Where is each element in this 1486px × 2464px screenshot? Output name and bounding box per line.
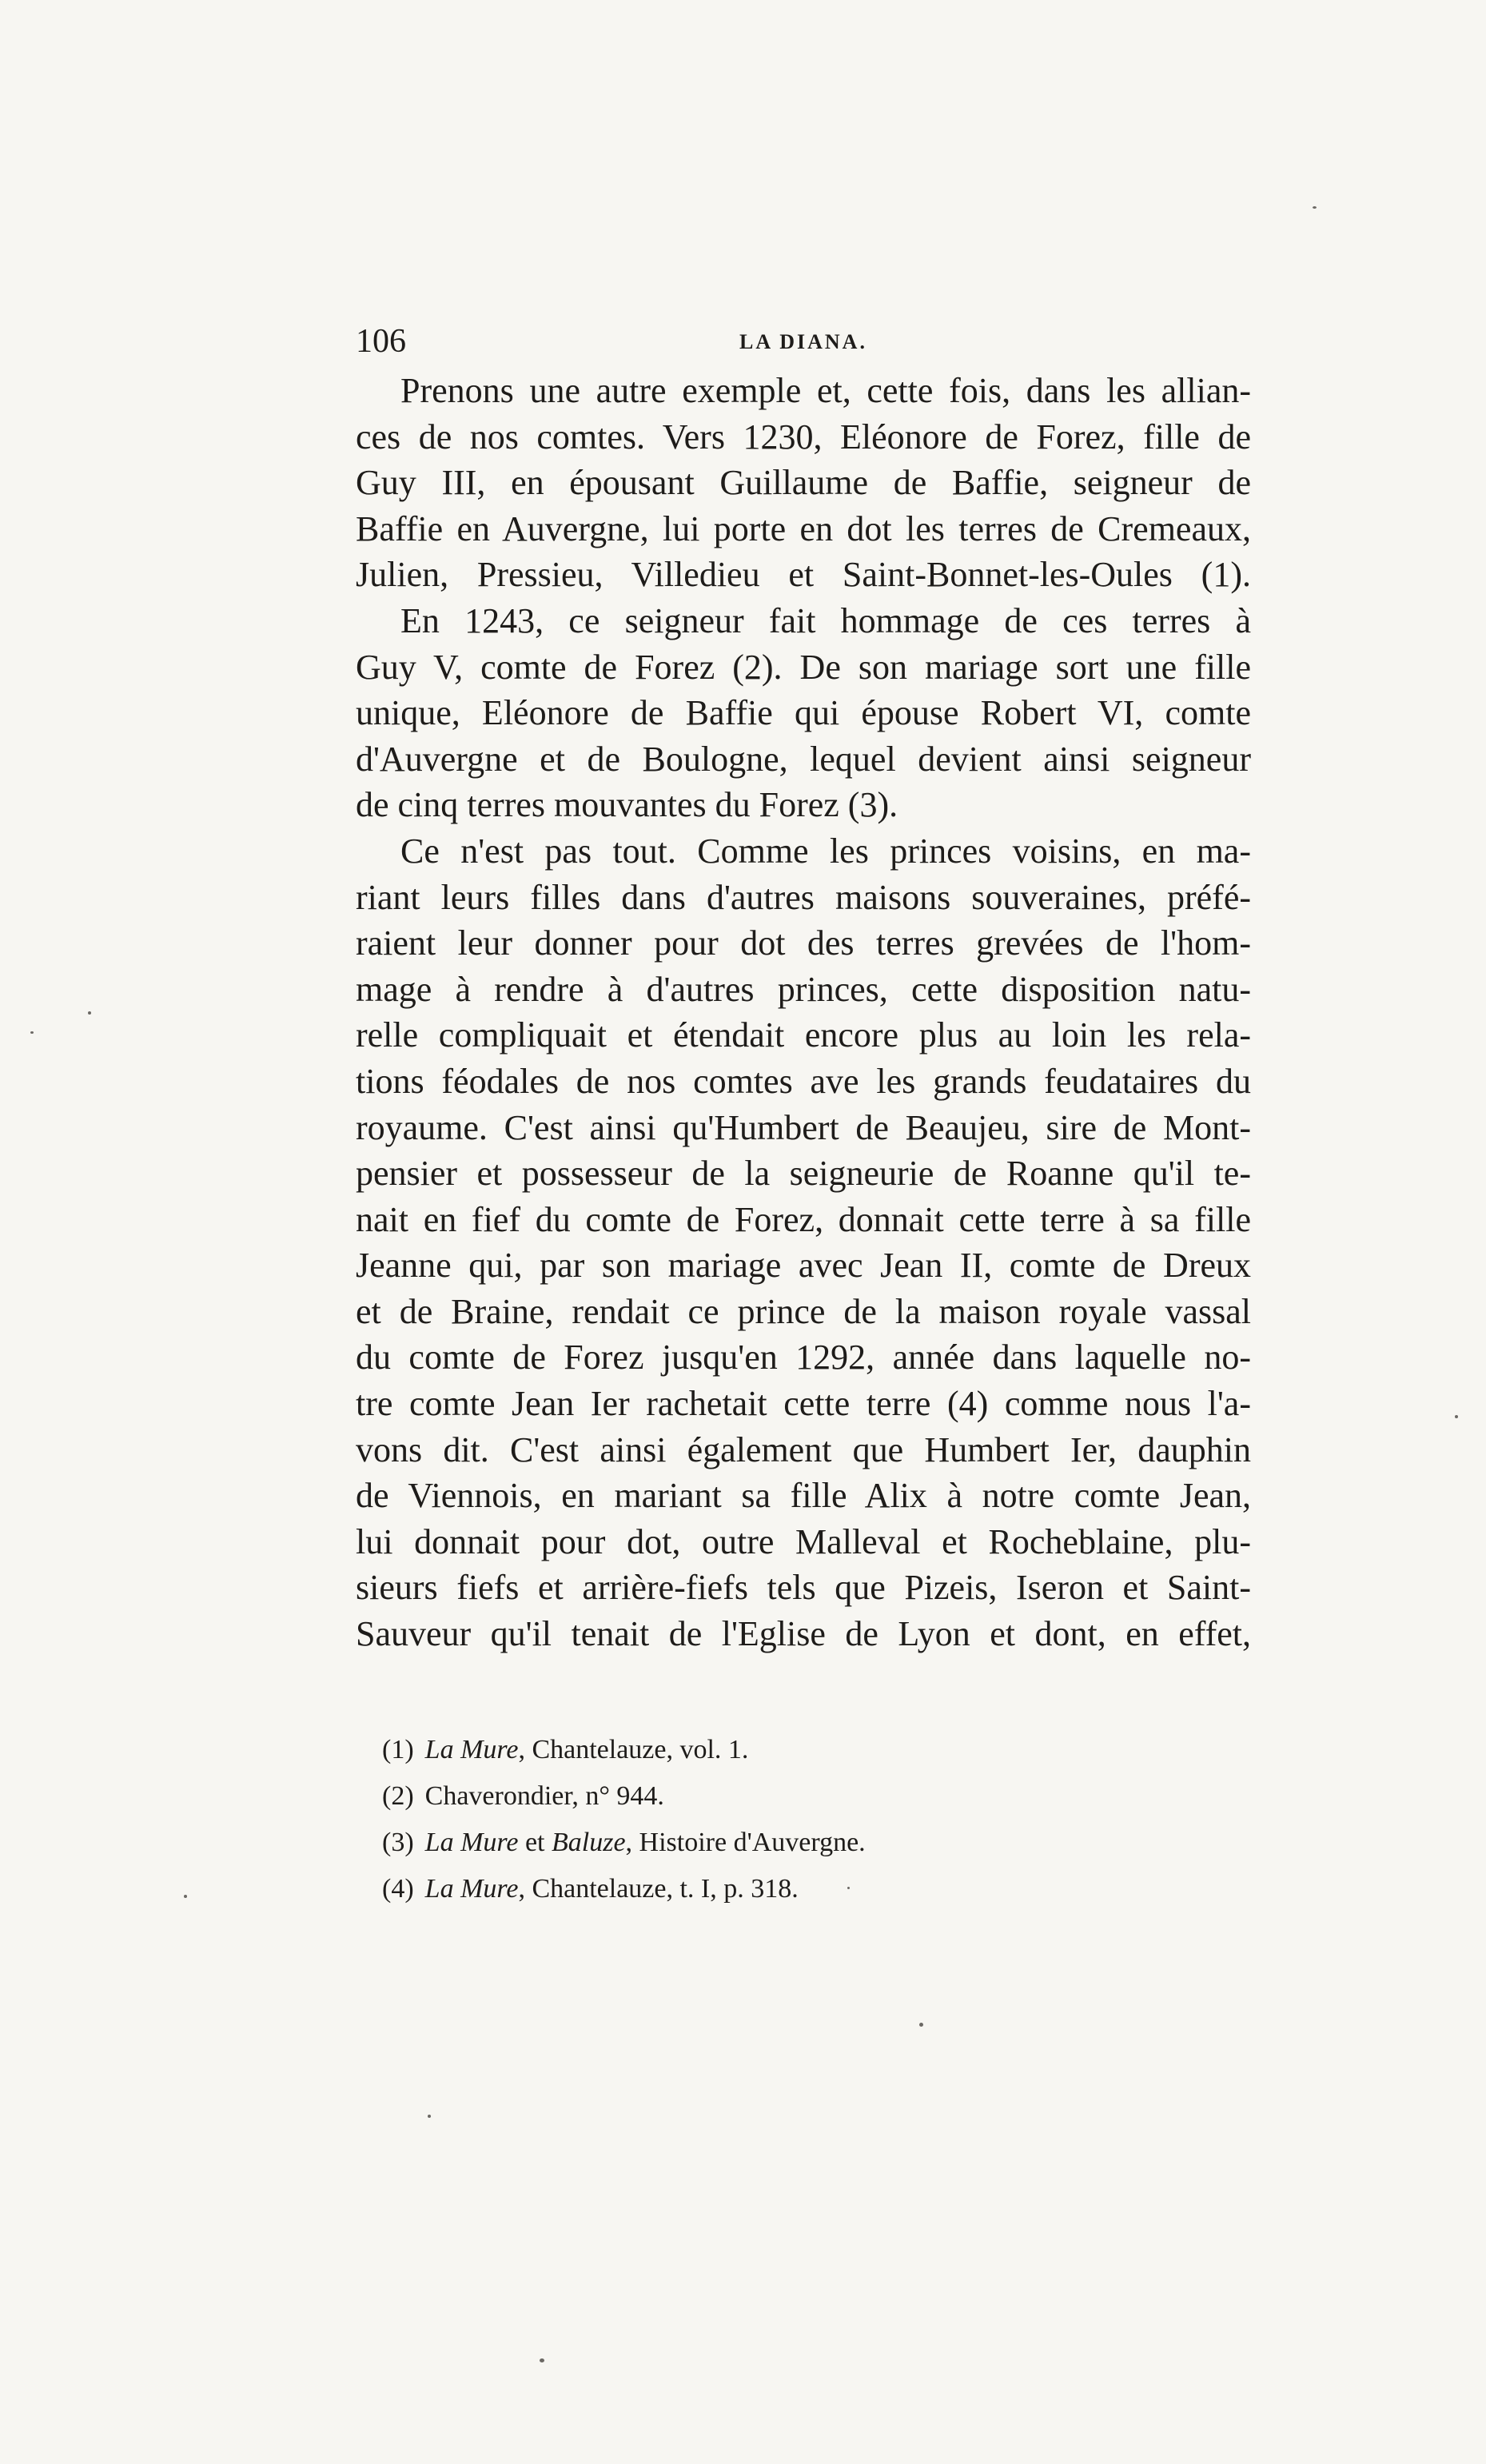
running-head: [356, 321, 1251, 361]
text-line: relle compliquait et étendait encore plus au loin les rela-: [356, 1015, 1251, 1055]
scan-speck: [1313, 206, 1317, 209]
running-title: LA DIANA.: [739, 330, 867, 353]
text-line: et de Braine, rendait ce prince de la maison royale vassal: [356, 1291, 1251, 1331]
scan-speck: [428, 2115, 431, 2118]
text-line: mage à rendre à d'autres princes, cette disposition natu-: [356, 969, 1251, 1009]
text-line: vons dit. C'est ainsi également que Humbert Ier, dauphin: [356, 1429, 1251, 1469]
body-text: [356, 368, 1251, 1657]
text-line: sieurs fiefs et arrière-fiefs tels que Pizeis, Iseron et Saint-: [356, 1568, 1251, 1608]
text-line: ces de nos comtes. Vers 1230, Eléonore de Forez, fille de: [356, 417, 1251, 457]
text-line: tre comte Jean Ier rachetait cette terre (4) comme nous l'a-: [356, 1384, 1251, 1424]
footnote-3: [382, 1820, 1181, 1866]
text-line: tions féodales de nos comtes ave les grands feudataires du: [356, 1061, 1251, 1101]
footnote-text: Chaverondier, n° 944.: [424, 1781, 664, 1811]
text-line: unique, Eléonore de Baffie qui épouse Robert VI, comte: [356, 693, 1251, 733]
text-line: d'Auvergne et de Boulogne, lequel devient ainsi seigneur: [356, 739, 1251, 779]
footnote-mark: (4): [382, 1874, 414, 1904]
text-line: royaume. C'est ainsi qu'Humbert de Beaujeu, sire de Mont-: [356, 1107, 1251, 1147]
footnote-author: La Mure: [424, 1828, 519, 1857]
scan-speck: [540, 2358, 544, 2362]
footnote-2: [382, 1773, 1181, 1820]
scan-speck: [847, 1887, 850, 1889]
text-line: En 1243, ce seigneur fait hommage de ces terres à: [400, 600, 1251, 640]
footnote-conjunction: et: [518, 1828, 552, 1857]
scan-speck: [184, 1895, 187, 1898]
footnote-4: [382, 1866, 1181, 1912]
text-line: du comte de Forez jusqu'en 1292, année dans laquelle no-: [356, 1338, 1251, 1378]
footnotes: [382, 1727, 1181, 1912]
text-line: de Viennois, en mariant sa fille Alix à notre comte Jean,: [356, 1476, 1251, 1516]
scan-speck: [30, 1031, 34, 1034]
text-line: raient leur donner pour dot des terres grevées de l'hom-: [356, 923, 1251, 963]
text-line: riant leurs filles dans d'autres maisons souveraines, préfé-: [356, 877, 1251, 917]
footnote-1: [382, 1727, 1181, 1773]
text-line: Jeanne qui, par son mariage avec Jean II, comte de Dreux: [356, 1246, 1251, 1286]
footnote-author: La Mure: [424, 1735, 519, 1764]
text-line: nait en fief du comte de Forez, donnait cette terre à sa fille: [356, 1199, 1251, 1239]
footnote-author: La Mure: [424, 1874, 519, 1904]
footnote-mark: (1): [382, 1735, 414, 1764]
footnote-author: Baluze: [552, 1828, 626, 1857]
text-line: Sauveur qu'il tenait de l'Eglise de Lyon et dont, en effet,: [356, 1614, 1251, 1654]
footnote-text: , Chantelauze, vol. 1.: [518, 1735, 749, 1764]
text-line: Ce n'est pas tout. Comme les princes voisins, en ma-: [400, 831, 1251, 871]
text-line: pensier et possesseur de la seigneurie de Roanne qu'il te-: [356, 1154, 1251, 1194]
scan-speck: [1455, 1415, 1458, 1418]
text-line: lui donnait pour dot, outre Malleval et Rocheblaine, plu-: [356, 1521, 1251, 1561]
footnote-mark: (3): [382, 1828, 414, 1857]
page-number: 106: [356, 323, 406, 360]
footnote-mark: (2): [382, 1781, 414, 1811]
text-line: Prenons une autre exemple et, cette fois, dans les allian-: [400, 371, 1251, 410]
scan-speck: [88, 1011, 91, 1015]
text-line: de cinq terres mouvantes du Forez (3).: [356, 785, 898, 825]
footnote-text: , Chantelauze, t. I, p. 318.: [518, 1874, 799, 1904]
text-line: Guy III, en épousant Guillaume de Baffie, seigneur de: [356, 463, 1251, 503]
text-line: Guy V, comte de Forez (2). De son mariage sort une fille: [356, 647, 1251, 687]
scan-speck: [919, 2023, 923, 2027]
text-line: Julien, Pressieu, Villedieu et Saint-Bonnet-les-Oules (1).: [356, 555, 1251, 595]
text-line: Baffie en Auvergne, lui porte en dot les terres de Cremeaux,: [356, 508, 1251, 548]
footnote-text: , Histoire d'Auvergne.: [625, 1828, 866, 1857]
